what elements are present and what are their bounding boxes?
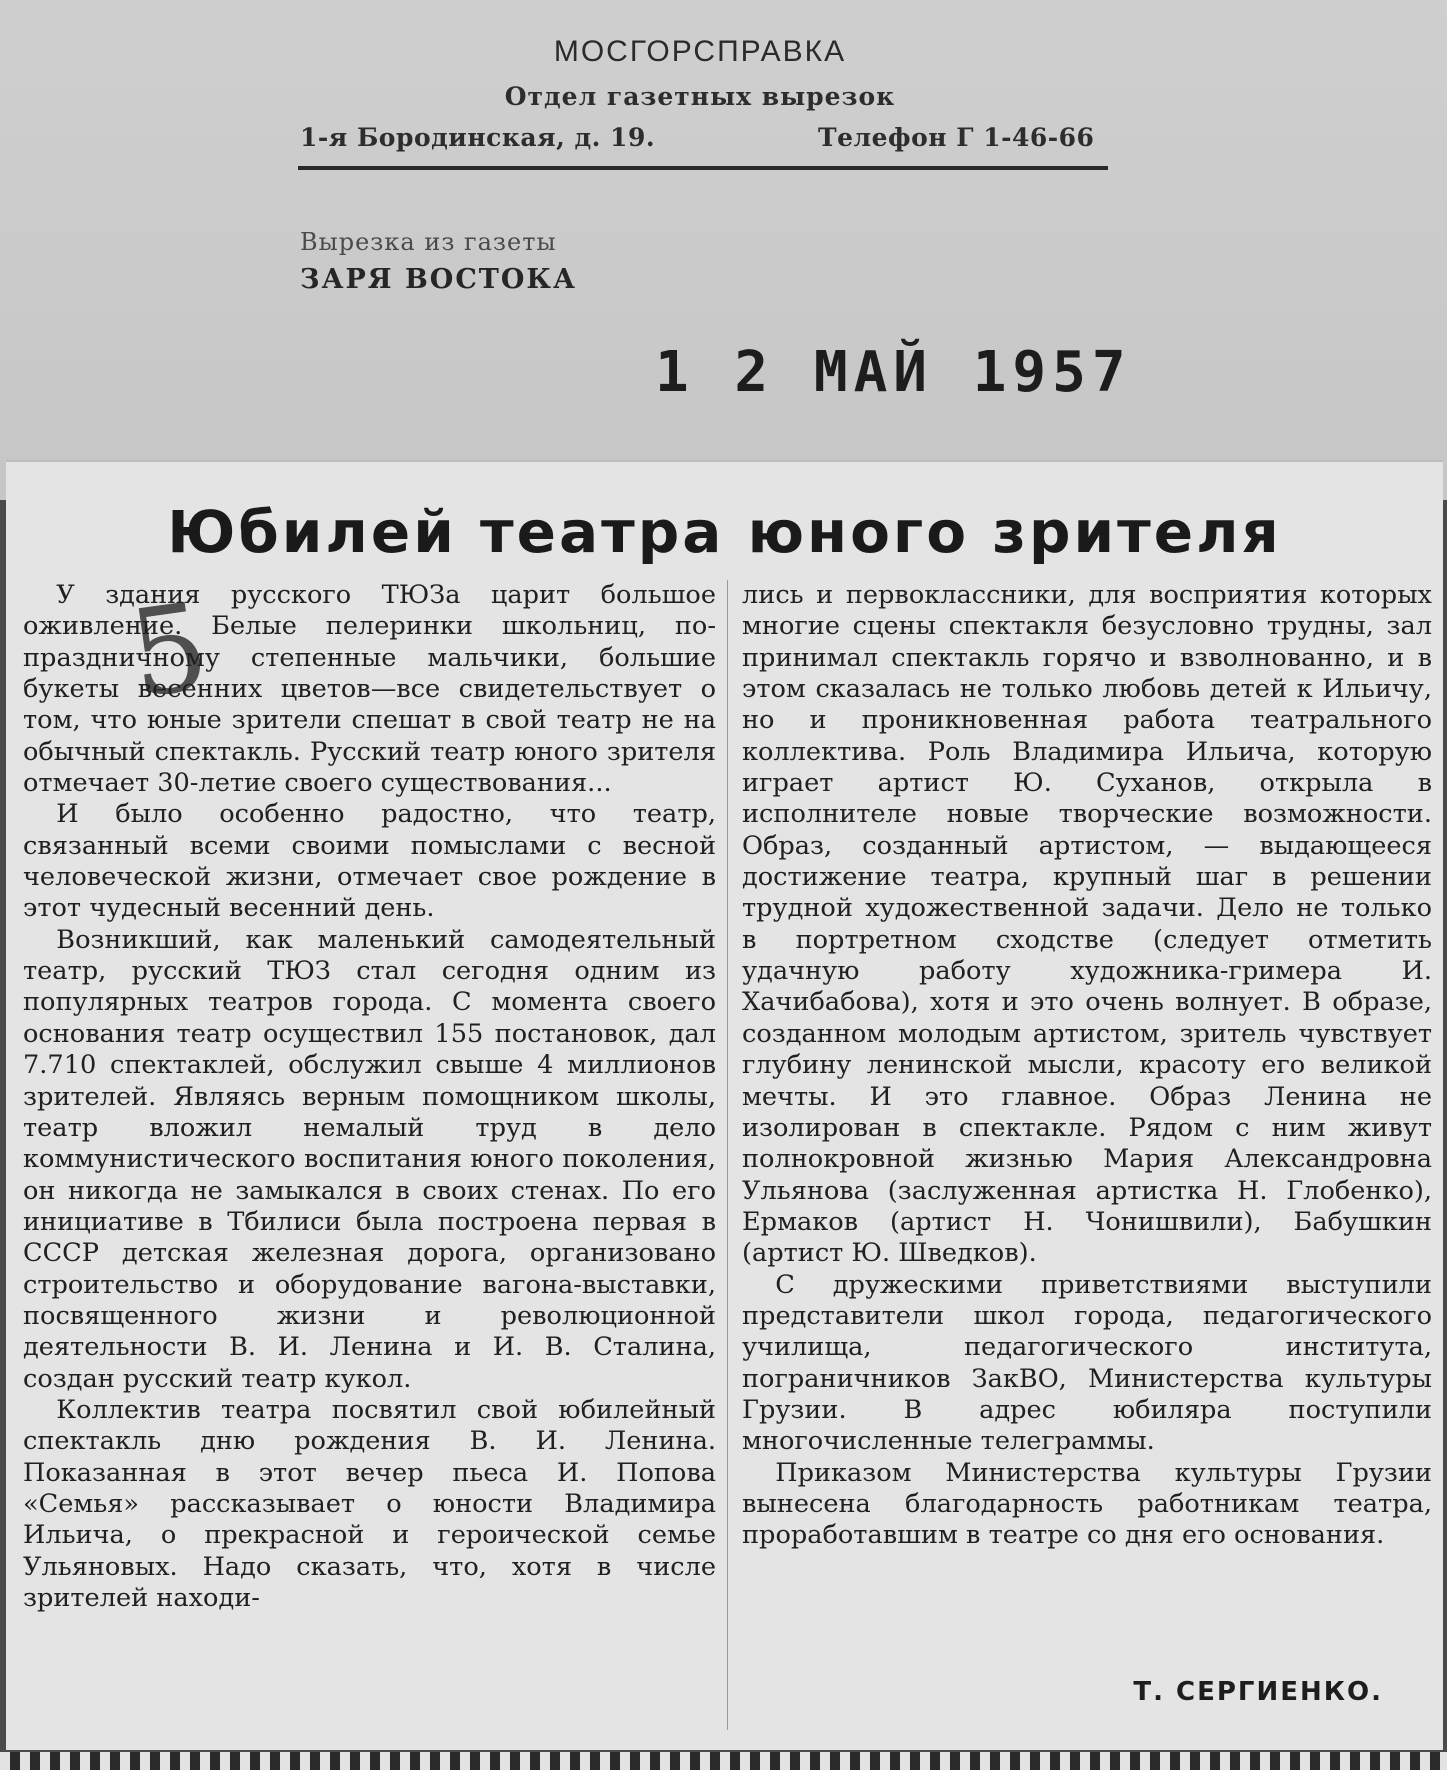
author-signature: Т. СЕРГИЕНКО. bbox=[1133, 1677, 1383, 1707]
column-divider bbox=[727, 580, 728, 1730]
article-paragraph: И было особенно радостно, что театр, связанный всеми своими помыслами с весной человеческой жизни, отмечает свое рождение в этот чудесный весенний день. bbox=[23, 799, 716, 924]
newspaper-clipping bbox=[6, 462, 1443, 1750]
date-stamp: 1 2 МАЙ 1957 bbox=[655, 340, 1132, 405]
article-title: Юбилей театра юного зрителя bbox=[167, 498, 1282, 566]
header-rule bbox=[298, 166, 1108, 170]
article-paragraph: С дружескими приветствиями выступили представители школ города, педагогического училища, педагогического института, пограничников ЗакВО, Министерства культуры Грузии. В адрес юбиляра поступили многочисленные телеграммы. bbox=[742, 1269, 1432, 1457]
department-name: Отдел газетных вырезок bbox=[504, 82, 896, 111]
handwritten-number: 5 bbox=[121, 577, 217, 726]
article-column-right bbox=[742, 580, 1432, 1552]
article-paragraph: лись и первоклассники, для восприятия которых многие сцены спектакля безусловно трудны, зал принимал спектакль горячо и взволнованно, и в этом сказалась не только любовь детей к Ильичу, но и проникновенная работа театрального коллектива. Роль Владимира Ильича, которую играет артист Ю. Суханов, открыла в исполнителе новые творческие возможности. Образ, созданный артистом, — выдающееся достижение театра, крупный шаг в решении трудной художественной задачи. Дело не только в портретном сходстве (следует отметить удачную работу художника-гримера И. Хачибабова), хотя и это очень волнует. В образе, созданном молодым артистом, зритель чувствует глубину ленинской мысли, красоту его великой мечты. И это главное. Образ Ленина не изолирован в спектакле. Рядом с ним живут полнокровной жизнью Мария Александровна Ульянова (заслуженная артистка Н. Глобенко), Ермаков (артист Н. Чонишвили), Бабушкин (артист Ю. Шведков). bbox=[742, 580, 1432, 1269]
perforated-edge bbox=[0, 1752, 1447, 1770]
article-paragraph: Приказом Министерства культуры Грузии вынесена благодарность работникам театра, проработавшим в театре со дня его основания. bbox=[742, 1457, 1432, 1551]
org-phone: Телефон Г 1-46-66 bbox=[818, 123, 1095, 152]
article-paragraph: У здания русского ТЮЗа царит большое оживление. Белые пелеринки школьниц, по-праздничному степенные мальчики, большие букеты весенних цветов—все свидетельствует о том, что юные зрители спешат в свой театр не на обычный спектакль. Русский театр юного зрителя отмечает 30-летие своего существования... bbox=[23, 580, 716, 799]
newspaper-name: ЗАРЯ ВОСТОКА bbox=[300, 264, 577, 295]
article-paragraph: Возникший, как маленький самодеятельный театр, русский ТЮЗ стал сегодня одним из популярных театров города. С момента своего основания театр осуществил 155 постановок, дал 7.710 спектаклей, обслужил свыше 4 миллионов зрителей. Являясь верным помощником школы, театр вложил немалый труд в дело коммунистического воспитания юного поколения, он никогда не замыкался в своих стенах. По его инициативе в Тбилиси была построена первая в СССР детская железная дорога, организовано строительство и оборудование вагона-выставки, посвященного жизни и революционной деятельности В. И. Ленина и И. В. Сталина, создан русский театр кукол. bbox=[23, 924, 716, 1394]
article-paragraph: Коллектив театра посвятил свой юбилейный спектакль дню рождения В. И. Ленина. Показанная в этот вечер пьеса И. Попова «Семья» рассказывает о юности Владимира Ильича, о прекрасной и героической семье Ульяновых. Надо сказать, что, хотя в числе зрителей находи- bbox=[23, 1394, 716, 1613]
org-address: 1-я Бородинская, д. 19. bbox=[300, 123, 656, 152]
index-card bbox=[0, 0, 1447, 500]
org-name: МОСГОРСПРАВКА bbox=[553, 35, 847, 68]
source-label: Вырезка из газеты bbox=[300, 228, 557, 256]
article-column-left bbox=[23, 577, 716, 1614]
